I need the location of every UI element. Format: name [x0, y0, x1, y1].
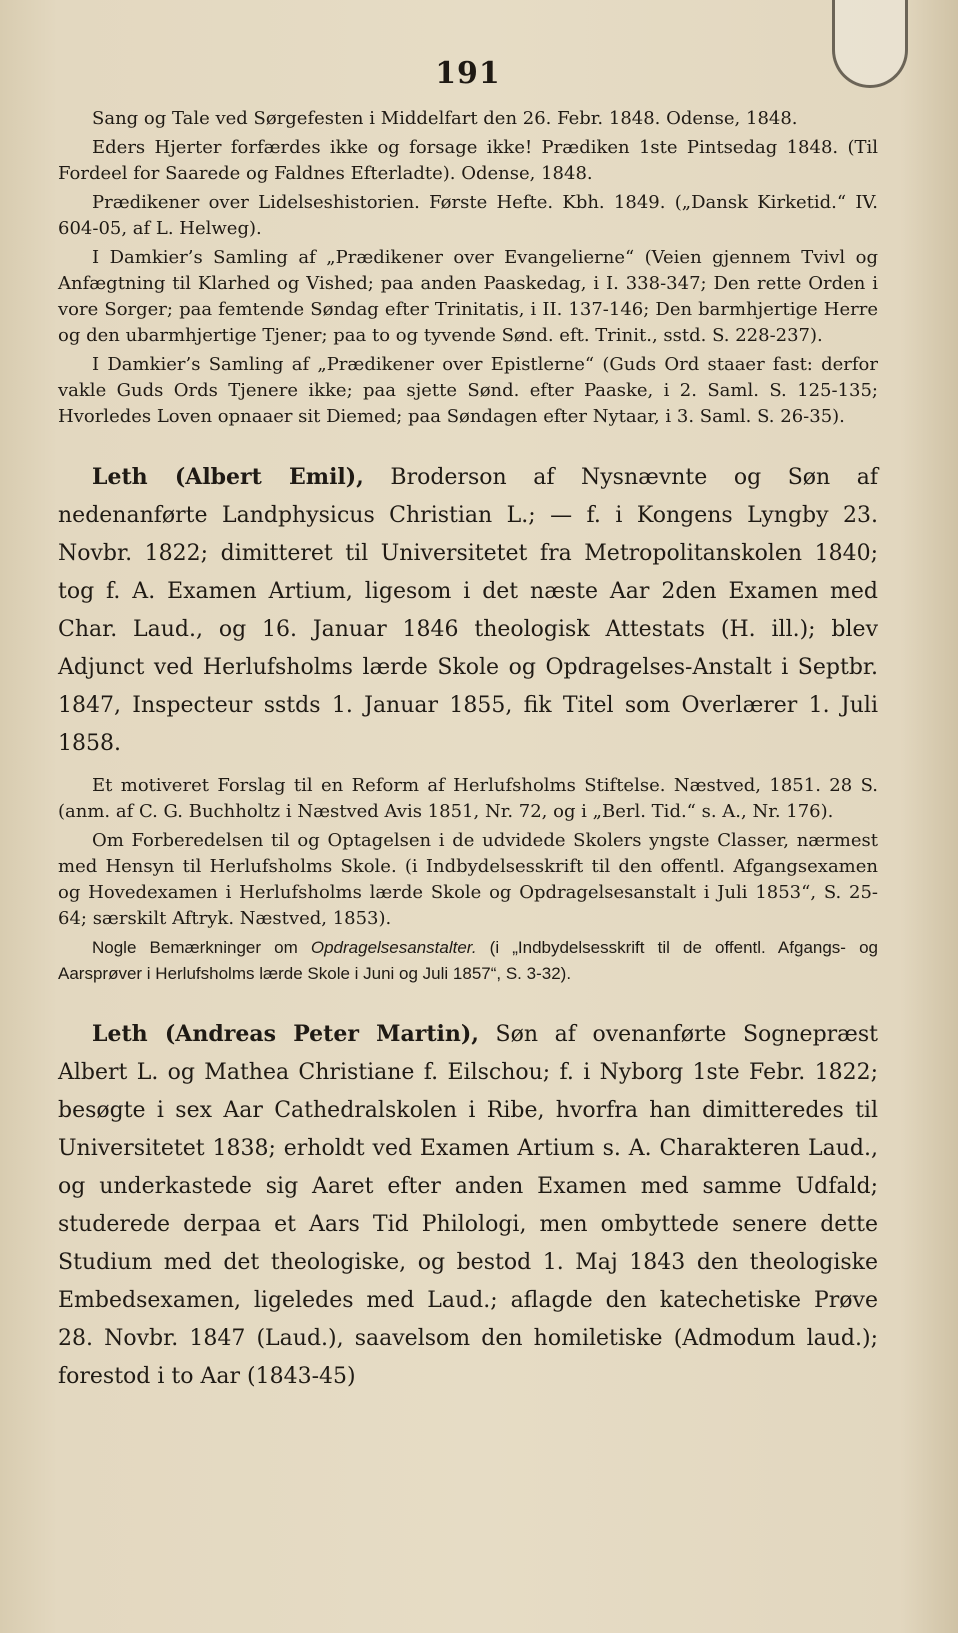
entry-motiveret-forslag: Et motiveret Forslag til en Reform af Herlufsholms Stiftelse. Næstved, 1851. 28 S. (anm. af C. G. Buchholtz i Næstved Avis 1851, Nr. 72, og i „Berl. Tid.“ s. A., Nr. 176). — [58, 775, 878, 822]
entry-title: Opdragelsesanstalter. — [310, 938, 477, 957]
biography-andreas-peter-martin-leth — [58, 1015, 878, 1396]
entry-damkier-epistlerne: I Damkier’s Samling af „Prædikener over Epistlerne“ (Guds Ord staaer fast: derfor vakle Guds Ords Tjenere ikke; paa sjette Sønd. efter Paaske, i 2. Saml. S. 125-135; Hvorledes Loven opnaaer sit Diemed; paa Søndagen efter Nytaar, i 3. Saml. S. 26-35). — [58, 354, 878, 427]
biography-text: Søn af ovenanførte Sognepræst Albert L. og Mathea Christiane f. Eilschou; f. i Nyborg 1ste Febr. 1822; besøgte i sex Aar Cathedralskolen i Ribe, hvorfra han dimitteredes til Universitetet 1838; erholdt ved Examen Artium s. A. Charakteren Laud., og underkastede sig Aaret efter anden Examen med samme Udfald; studerede derpaa et Aars Tid Philologi, men ombyttede senere dette Studium med det theologiske, og bestod 1. Maj 1843 den theologiske Embedsexamen, ligeledes med Laud.; aflagde den katechetiske Prøve 28. Novbr. 1847 (Laud.), saavelsom den homiletiske (Admodum laud.); forestod i to Aar (1843-45) — [58, 1022, 878, 1389]
biography-name: Leth (Albert Emil), — [92, 464, 364, 490]
entry-damkier-evangelierne: I Damkier’s Samling af „Prædikener over Evangelierne“ (Veien gjennem Tvivl og Anfægtning til Klarhed og Vished; paa anden Paaskedag, i I. 338-347; Den rette Orden i vore Sorger; paa femtende Søndag efter Trinitatis, i II. 137-146; Den barmhjertige Herre og den ubarmhjertige Tjener; paa to og tyvende Sønd. eft. Trinit., sstd. S. 228-237). — [58, 247, 878, 346]
entry-sang-og-tale: Sang og Tale ved Sørgefesten i Middelfart den 26. Febr. 1848. Odense, 1848. — [92, 108, 798, 129]
entries-block-a — [58, 106, 878, 430]
entry-praedikener-lidelseshistorien: Prædikener over Lidelseshistorien. Første Hefte. Kbh. 1849. („Dansk Kirketid.“ IV. 604-05, af L. Helweg). — [58, 192, 878, 239]
entry-om-forberedelsen: Om Forberedelsen til og Optagelsen i de udvidede Skolers yngste Classer, nærmest med Hensyn til Herlufsholms Skole. (i Indbydelsesskrift til den offentl. Afgangsexamen og Hovedexamen i Herlufsholms lærde Skole og Opdragelsesanstalt i Juli 1853“, S. 25-64; særskilt Aftryk. Næstved, 1853). — [58, 830, 878, 929]
entry-eders-hjerter: Eders Hjerter forfærdes ikke og forsage ikke! Prædiken 1ste Pintsedag 1848. (Til Fordeel for Saarede og Faldnes Efterladte). Odense, 1848. — [58, 137, 878, 184]
biography-albert-emil-leth — [58, 458, 878, 763]
biography-name: Leth (Andreas Peter Martin), — [92, 1021, 479, 1047]
biography-text: Broderson af Nysnævnte og Søn af nedenanførte Landphysicus Christian L.; — f. i Kongens Lyngby 23. Novbr. 1822; dimitteret til Universitetet fra Metropolitanskolen 1840; tog f. A. Examen Artium, ligesom i det næste Aar 2den Examen med Char. Laud., og 16. Januar 1846 theologisk Attestats (H. ill.); blev Adjunct ved Herlufsholms lærde Skole og Opdragelses-Anstalt i Septbr. 1847, Inspecteur sstds 1. Januar 1855, fik Titel som Overlærer 1. Juli 1858. — [58, 465, 878, 756]
entry-nogle-bemaerkninger — [58, 935, 878, 987]
clip-mark — [832, 0, 908, 88]
entry-rest: (i „Indbydelsesskrift til de offentl. Afgangs- og Aarsprøver i Herlufsholms lærde Skole i Juni og Juli 1857“, S. 3-32). — [58, 938, 878, 983]
entries-block-b — [58, 773, 878, 987]
page-number: 191 — [435, 56, 501, 91]
entry-lead: Nogle Bemærkninger om — [92, 938, 311, 957]
